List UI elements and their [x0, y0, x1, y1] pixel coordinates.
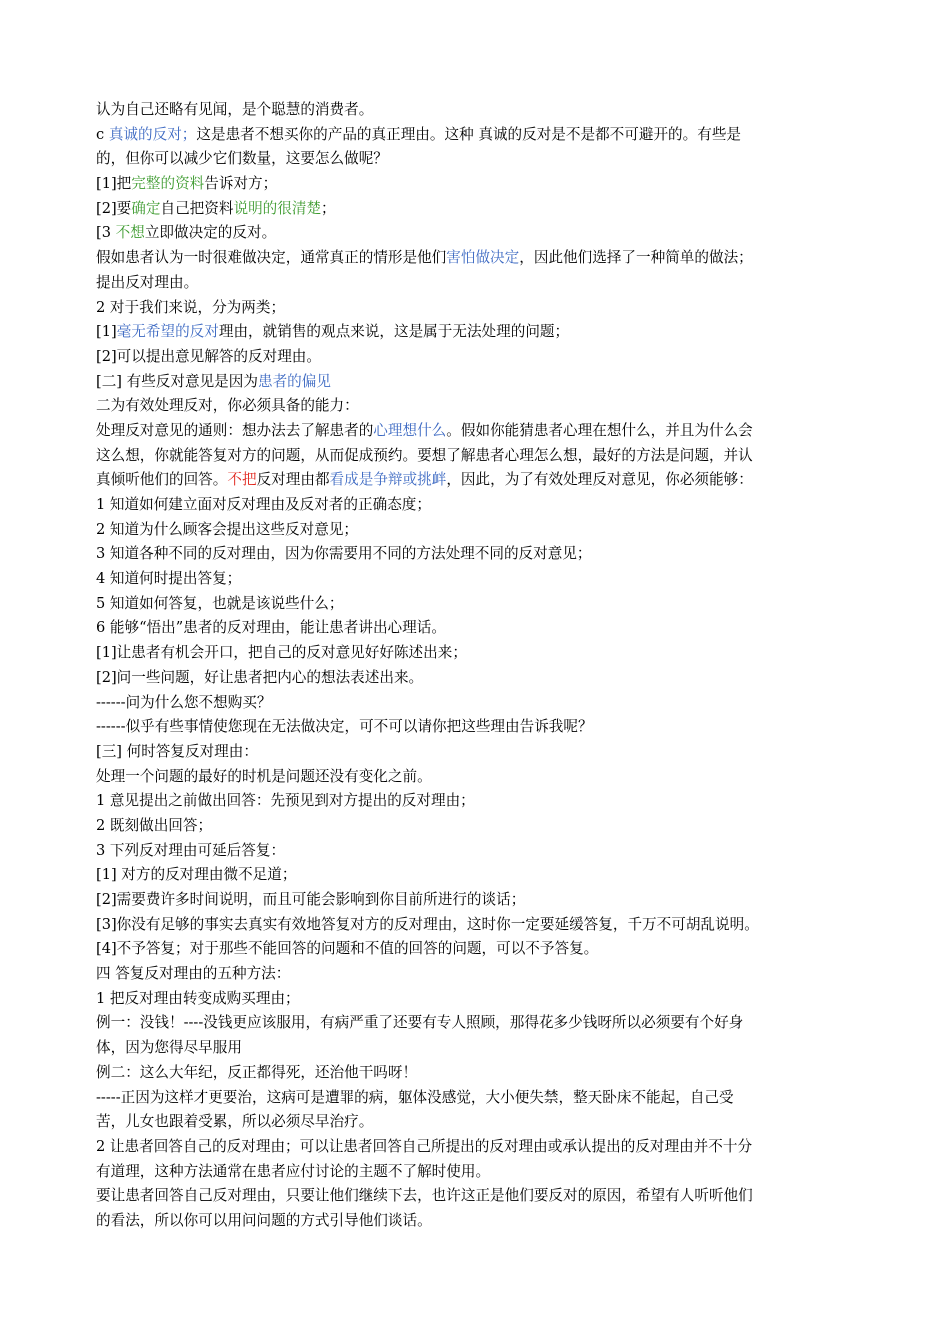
- text-segment: 2 知道为什么顾客会提出这些反对意见；: [96, 520, 359, 538]
- text-segment: 体，因为您得尽早服用: [96, 1039, 242, 1057]
- text-segment: 处理反对意见的通则：想办法去了解患者的: [96, 421, 374, 439]
- highlighted-phrase: 完整的资料: [131, 175, 205, 193]
- text-segment: 真倾听他们的回答。: [96, 471, 228, 489]
- text-segment: 例二：这么大年纪，反正都得死，还治他干吗呀！: [96, 1063, 418, 1081]
- text-segment: [2]需要费许多时间说明，而且可能会影响到你目前所进行的谈话；: [96, 891, 526, 908]
- text-segment: 的看法，所以你可以用问问题的方式引导他们谈话。: [96, 1211, 432, 1229]
- text-segment: [2]问一些问题，好让患者把内心的想法表述出来。: [96, 668, 424, 686]
- text-line: [96, 937, 856, 962]
- text-segment: [4]不予答复；对于那些不能回答的问题和不值的回答的问题，可以不予答复。: [96, 940, 599, 958]
- text-segment: 理由，就销售的观点来说，这是属于无法处理的问题；: [218, 323, 570, 341]
- text-segment: [3]你没有足够的事实去真实有效地答复对方的反对理由，这时你一定要延缓答复，千万不可胡乱说明。: [96, 915, 759, 933]
- text-line: [96, 444, 856, 469]
- text-line: [96, 888, 856, 913]
- text-line: [96, 1086, 856, 1111]
- text-segment: 这是患者不想买你的产品的真正理由。这种 真诚的反对是不是都不可避开的。有些是: [196, 125, 742, 143]
- text-line: [96, 345, 856, 370]
- text-line: [96, 1110, 856, 1135]
- text-segment: 4 知道何时提出答复；: [96, 570, 242, 588]
- text-line: [96, 147, 856, 172]
- text-line: [96, 863, 856, 888]
- text-line: [96, 1209, 856, 1234]
- text-segment: 2 既刻做出回答；: [96, 816, 213, 834]
- text-segment: 假如患者认为一时很难做决定，通常真正的情形是他们: [96, 249, 447, 267]
- text-segment: 立即做决定的反对。: [144, 224, 277, 242]
- highlighted-phrase: 真诚的反对；: [108, 125, 197, 143]
- text-line: [96, 839, 856, 864]
- highlighted-phrase: 不想: [115, 224, 145, 242]
- text-line: [96, 616, 856, 641]
- text-line: [96, 1135, 856, 1160]
- text-line: [96, 370, 856, 395]
- text-segment: ------似乎有些事情使您现在无法做决定，可不可以请你把这些理由告诉我呢？: [96, 718, 593, 736]
- text-line: [96, 320, 856, 345]
- text-segment: 3 知道各种不同的反对理由，因为你需要用不同的方法处理不同的反对意见；: [96, 545, 592, 563]
- text-segment: 2 对于我们来说，分为两类；: [96, 298, 286, 316]
- text-segment: 。假如你能猜患者心理在想什么，并且为什么会: [446, 421, 753, 439]
- text-segment: 认为自己还略有见闻，是个聪慧的消费者。: [96, 101, 374, 118]
- text-segment: [3: [96, 224, 116, 242]
- text-line: [96, 493, 856, 518]
- text-line: [96, 123, 856, 148]
- text-segment: [2]可以提出意见解答的反对理由。: [96, 347, 321, 365]
- text-segment: 有道理，这种方法通常在患者应付讨论的主题不了解时使用。: [96, 1162, 491, 1180]
- text-segment: -----正因为这样才更要治，这病可是遭罪的病，躯体没感觉，大小便失禁，整天卧床不能起，自己受: [96, 1088, 734, 1106]
- text-segment: 6 能够“悟出”患者的反对理由，能让患者讲出心理话。: [96, 619, 446, 637]
- highlighted-phrase: 看成是争辩或挑衅: [329, 471, 447, 489]
- text-line: [96, 468, 856, 493]
- text-line: [96, 98, 856, 123]
- text-segment: ，因此他们选择了一种简单的做法；: [519, 249, 753, 267]
- text-line: [96, 518, 856, 543]
- text-segment: 四 答复反对理由的五种方法：: [96, 965, 291, 983]
- text-line: [96, 962, 856, 987]
- text-segment: 苦，儿女也跟着受累，所以必须尽早治疗。: [96, 1113, 374, 1131]
- text-segment: 1 知道如何建立面对反对理由及反对者的正确态度；: [96, 496, 431, 513]
- text-segment: [二] 有些反对意见是因为: [96, 372, 258, 390]
- text-segment: ------问为什么您不想购买？: [96, 693, 272, 711]
- text-segment: 1 意见提出之前做出回答：先预见到对方提出的反对理由；: [96, 792, 475, 810]
- text-line: [96, 542, 856, 567]
- text-segment: [三] 何时答复反对理由：: [96, 742, 258, 760]
- text-line: [96, 419, 856, 444]
- text-line: [96, 641, 856, 666]
- text-segment: 5 知道如何答复，也就是该说些什么；: [96, 594, 344, 612]
- text-line: [96, 592, 856, 617]
- text-segment: ，因此，为了有效处理反对意见，你必须能够：: [446, 471, 753, 489]
- text-line: [96, 172, 856, 197]
- text-line: [96, 271, 856, 296]
- highlighted-phrase: 说明的很清楚: [233, 199, 322, 217]
- text-line: [96, 691, 856, 716]
- text-line: [96, 1184, 856, 1209]
- text-segment: 3 下列反对理由可延后答复：: [96, 841, 286, 859]
- text-line: [96, 246, 856, 271]
- text-segment: 二为有效处理反对，你必须具备的能力：: [96, 397, 359, 415]
- text-line: [96, 715, 856, 740]
- text-segment: [1]: [96, 323, 117, 341]
- text-segment: [1] 对方的反对理由微不足道；: [96, 866, 297, 884]
- highlighted-phrase: 害怕做决定: [446, 249, 520, 267]
- text-line: [96, 1160, 856, 1185]
- text-line: [96, 789, 856, 814]
- text-segment: 告诉对方；: [204, 175, 278, 193]
- text-segment: 要让患者回答自己反对理由，只要让他们继续下去，也许这正是他们要反对的原因，希望有人听听他们: [96, 1187, 753, 1205]
- text-line: [96, 221, 856, 246]
- text-segment: 反对理由都: [256, 471, 330, 489]
- text-line: [96, 394, 856, 419]
- document-body: [96, 98, 856, 1234]
- text-line: [96, 765, 856, 790]
- text-segment: 自己把资料: [160, 199, 234, 217]
- text-segment: 提出反对理由。: [96, 273, 199, 291]
- text-line: [96, 913, 856, 938]
- text-segment: 例一：没钱！----没钱更应该服用，有病严重了还要有专人照顾，那得花多少钱呀所以必须要有个好身: [96, 1014, 744, 1032]
- text-segment: ；: [321, 199, 336, 217]
- text-segment: 2 让患者回答自己的反对理由；可以让患者回答自己所提出的反对理由或承认提出的反对理由并不十分: [96, 1137, 753, 1155]
- text-line: [96, 1036, 856, 1061]
- text-line: [96, 197, 856, 222]
- text-line: [96, 740, 856, 765]
- text-line: [96, 296, 856, 321]
- highlighted-phrase: 不把: [227, 471, 257, 489]
- text-segment: 这么想，你就能答复对方的问题，从而促成预约。要想了解患者心理怎么想，最好的方法是问题，并认: [96, 446, 753, 464]
- text-line: [96, 567, 856, 592]
- text-segment: 的，但你可以减少它们数量，这要怎么做呢？: [96, 150, 388, 168]
- text-segment: [2]要: [96, 199, 132, 217]
- text-line: [96, 1011, 856, 1036]
- text-segment: [1]让患者有机会开口，把自己的反对意见好好陈述出来；: [96, 644, 467, 662]
- highlighted-phrase: 毫无希望的反对: [116, 323, 219, 341]
- highlighted-phrase: 患者的偏见: [257, 372, 331, 390]
- highlighted-phrase: 确定: [131, 199, 161, 217]
- text-segment: 1 把反对理由转变成购买理由；: [96, 989, 300, 1007]
- text-line: [96, 666, 856, 691]
- text-line: [96, 1061, 856, 1086]
- text-segment: c: [96, 125, 109, 143]
- text-line: [96, 814, 856, 839]
- text-line: [96, 987, 856, 1012]
- text-segment: [1]把: [96, 175, 132, 193]
- highlighted-phrase: 心理想什么: [373, 421, 447, 439]
- text-segment: 处理一个问题的最好的时机是问题还没有变化之前。: [96, 767, 432, 785]
